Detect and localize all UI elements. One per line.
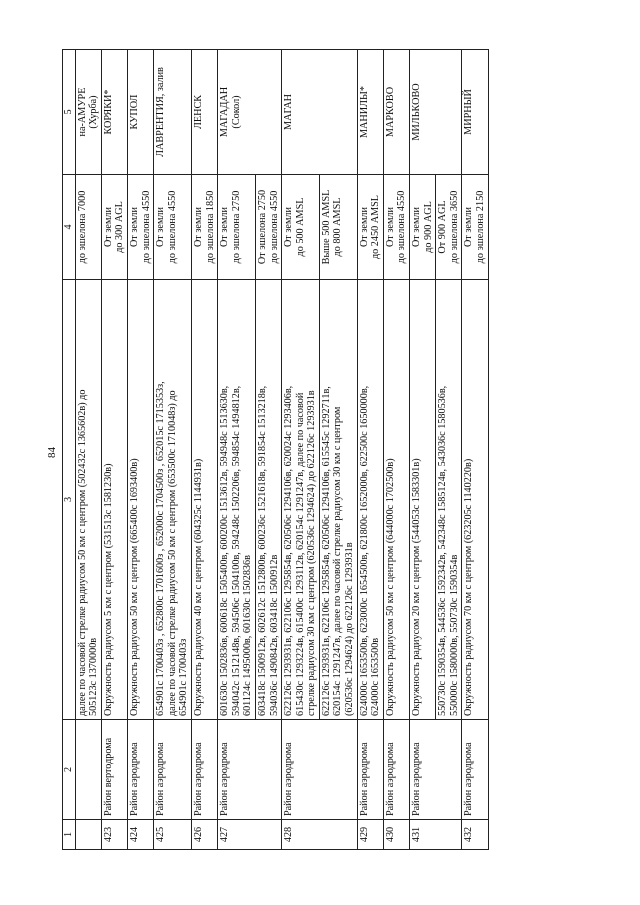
- header-col-3: 3: [63, 280, 76, 720]
- cell-line: 550000с 1580000в, 550730с 1590354в: [448, 554, 460, 716]
- boundary-description: [255, 280, 281, 720]
- cell-line: КУПОЛ: [128, 94, 140, 130]
- cell-line: От эшелона 2750: [256, 189, 268, 265]
- cell-line: до 2450 AMSL: [370, 194, 382, 260]
- table-row: [218, 50, 256, 850]
- row-number: [75, 820, 101, 850]
- cell-line: 550730с 1590354в, 544536с 1592342в, 542348с 1585124в, 543036с 1580536в,: [437, 385, 449, 716]
- altitude-limits: [383, 175, 409, 280]
- area-type: Район аэродрома: [410, 720, 462, 820]
- row-number: 427: [218, 820, 282, 850]
- cell-line: 624000с 1653500в: [370, 637, 382, 716]
- cell-line: 601124с 1495000в, 601630с 1502836в: [242, 555, 254, 716]
- aerodrome-name: [191, 50, 217, 175]
- row-number: 428: [282, 820, 358, 850]
- area-type: Район аэродрома: [462, 720, 488, 820]
- cell-line: ЛАВРЕНТИЯ, залив: [155, 67, 167, 157]
- cell-line: От земли: [102, 207, 114, 247]
- cell-line: до эшелона 1850: [204, 190, 216, 264]
- cell-line: Окружность радиусом 50 км с центром (665400с 1693400в): [128, 458, 140, 716]
- boundary-description: [436, 280, 462, 720]
- table-body: [75, 50, 488, 850]
- cell-line: до 900 AGL: [422, 201, 434, 253]
- area-type: Район аэродрома: [357, 720, 383, 820]
- boundary-description: [319, 280, 357, 720]
- page-number: 84: [46, 447, 58, 458]
- altitude-limits: [127, 175, 153, 280]
- row-number: 423: [101, 820, 127, 850]
- altitude-limits: [154, 175, 192, 280]
- cell-line: От земли: [411, 207, 423, 247]
- row-number: 431: [410, 820, 462, 850]
- cell-line: 594042с 1512148в, 594506с 1504100в, 594248с 1502206в, 594854с 1494812в,: [230, 385, 242, 716]
- row-number: 429: [357, 820, 383, 850]
- cell-line: на-АМУРЕ: [76, 87, 88, 137]
- cell-line: далее по часовой стрелке радиусом 50 км с центром (502432с 1365602в) до: [76, 389, 88, 716]
- cell-line: (620536с 1294624) до 622126с 1293931в: [344, 542, 356, 716]
- aerodrome-name: [462, 50, 488, 175]
- header-row: [63, 50, 76, 850]
- cell-line: 622126с 1293931в, 622106с 1295854в, 620506с 1294106в, 615545с 1292711в,: [320, 386, 332, 716]
- cell-line: до эшелона 4550: [166, 190, 178, 264]
- boundary-description: [462, 280, 488, 720]
- cell-line: до эшелона 4550: [140, 190, 152, 264]
- cell-line: до 800 AMSL: [332, 197, 344, 257]
- altitude-limits: [191, 175, 217, 280]
- cell-line: От земли: [219, 207, 231, 247]
- area-type: Район вертодрома: [101, 720, 127, 820]
- cell-line: 615430с 1293224в, 615400с 1293112в, 620154с 1291247в, далее по часовой: [294, 392, 306, 716]
- row-number: 426: [191, 820, 217, 850]
- cell-line: МАГАДАН: [219, 86, 231, 138]
- row-number: 424: [127, 820, 153, 850]
- cell-line: Окружность радиусом 50 км с центром (644000с 1702500в): [384, 458, 396, 716]
- aerodrome-name: [101, 50, 127, 175]
- row-number: 425: [154, 820, 192, 850]
- boundary-description: [410, 280, 436, 720]
- altitude-limits: [282, 175, 320, 280]
- altitude-limits: [218, 175, 256, 280]
- cell-line: 505123с 1370000в: [88, 637, 100, 716]
- cell-line: (Сокол): [230, 95, 242, 129]
- cell-line: От земли: [192, 207, 204, 247]
- cell-line: (Хурба): [88, 95, 100, 129]
- table-row: [127, 50, 153, 850]
- area-type: Район аэродрома: [154, 720, 192, 820]
- altitude-limits: [436, 175, 462, 280]
- cell-line: ЛЕНСК: [192, 94, 204, 130]
- cell-line: до эшелона 3650: [448, 190, 460, 264]
- row-number: 430: [383, 820, 409, 850]
- table-row: [462, 50, 488, 850]
- airspace-table: [62, 49, 489, 850]
- table-row: [75, 50, 101, 850]
- cell-line: КОРЯКИ*: [102, 89, 114, 135]
- cell-line: 654901с 1700403з: [178, 638, 190, 716]
- boundary-description: [282, 280, 320, 720]
- area-type: Район аэродрома: [127, 720, 153, 820]
- cell-line: МАГАН: [283, 94, 295, 130]
- altitude-limits: [75, 175, 101, 280]
- cell-line: МАНИЛЫ*: [358, 85, 370, 139]
- table-row: [383, 50, 409, 850]
- altitude-limits: [462, 175, 488, 280]
- cell-line: 654901с 1700403з , 652800с 1701600з , 652000с 1704500з , 652015с 1715353з,: [155, 381, 167, 716]
- cell-line: до эшелона 2150: [475, 190, 486, 264]
- cell-line: От земли: [283, 207, 295, 247]
- cell-line: до эшелона 7000: [76, 190, 88, 264]
- cell-line: От земли: [155, 207, 167, 247]
- aerodrome-name: [383, 50, 409, 175]
- aerodrome-name: [218, 50, 282, 175]
- area-type: Район аэродрома: [383, 720, 409, 820]
- area-type: Район аэродрома: [218, 720, 282, 820]
- cell-line: От 900 AGL: [437, 200, 449, 254]
- cell-line: до 300 AGL: [114, 201, 126, 253]
- cell-line: Окружность радиусом 20 км с центром (544053с 1583301в): [411, 458, 423, 716]
- cell-line: Окружность радиусом 70 км с центром (623205с 1140220в): [463, 458, 475, 716]
- aerodrome-name: [282, 50, 358, 175]
- altitude-limits: [101, 175, 127, 280]
- cell-line: до эшелона 4550: [268, 190, 280, 264]
- boundary-description: [127, 280, 153, 720]
- aerodrome-name: [75, 50, 101, 175]
- cell-line: От земли: [358, 207, 370, 247]
- aerodrome-name: [410, 50, 462, 175]
- aerodrome-name: [127, 50, 153, 175]
- cell-line: стрелке радиусом 30 км с центром (620536с 1294624) до 622126с 1293931в: [306, 390, 318, 716]
- cell-line: 601630с 1502836в, 600618с 1505400в, 600200с 1513612в, 594948с 1513630в,: [219, 385, 231, 716]
- altitude-limits: [357, 175, 383, 280]
- boundary-description: [383, 280, 409, 720]
- cell-line: 624000с 1653500в, 623000с 1654500в, 621800с 1652000в, 622500с 1650000в,: [358, 385, 370, 716]
- cell-line: Выше 500 AMSL: [320, 189, 332, 265]
- cell-line: до эшелона 2750: [230, 190, 242, 264]
- boundary-description: [75, 280, 101, 720]
- area-type: [75, 720, 101, 820]
- header-col-5: 5: [63, 50, 76, 175]
- table-row: [282, 50, 320, 850]
- altitude-limits: [255, 175, 281, 280]
- table-row: [191, 50, 217, 850]
- cell-line: 594036с 1490842в, 603418с 1500912в: [268, 554, 280, 716]
- table-row: [410, 50, 436, 850]
- area-type: Район аэродрома: [191, 720, 217, 820]
- header-col-2: 2: [63, 720, 76, 820]
- aerodrome-name: [357, 50, 383, 175]
- aerodrome-name: [154, 50, 192, 175]
- cell-line: 622126с 1293931в, 622106с 1295854в, 620506с 1294106в, 620024с 1293406в,: [283, 385, 295, 716]
- cell-line: МИЛЬКОВО: [411, 83, 423, 141]
- altitude-limits: [319, 175, 357, 280]
- boundary-description: [191, 280, 217, 720]
- table-row: [357, 50, 383, 850]
- cell-line: 603418с 1500912в, 602612с 1512800в, 600236с 1521618в, 591854с 1513218в,: [256, 385, 268, 716]
- table-row: [154, 50, 192, 850]
- cell-line: 620154с 1291247в, далее по часовой стрелке радиусом 30 км с центром: [332, 406, 344, 716]
- cell-line: Окружность радиусом 5 км с центром (531513с 1581230в): [102, 463, 114, 716]
- row-number: 432: [462, 820, 488, 850]
- cell-line: до 500 AMSL: [294, 197, 306, 257]
- altitude-limits: [410, 175, 436, 280]
- cell-line: до эшелона 4550: [396, 190, 408, 264]
- cell-line: Окружность радиусом 40 км с центром (604325с 1144931в): [192, 458, 204, 716]
- area-type: Район аэродрома: [282, 720, 358, 820]
- table-row: [101, 50, 127, 850]
- header-col-4: 4: [63, 175, 76, 280]
- boundary-description: [101, 280, 127, 720]
- cell-line: далее по часовой стрелке радиусом 50 км с центром (653500с 1710048з) до: [166, 390, 178, 716]
- boundary-description: [154, 280, 192, 720]
- cell-line: МИРНЫЙ: [463, 89, 475, 135]
- boundary-description: [357, 280, 383, 720]
- cell-line: От земли: [463, 207, 475, 247]
- boundary-description: [218, 280, 256, 720]
- cell-line: МАРКОВО: [384, 86, 396, 138]
- cell-line: От земли: [128, 207, 140, 247]
- cell-line: От земли: [384, 207, 396, 247]
- header-col-1: 1: [63, 820, 76, 850]
